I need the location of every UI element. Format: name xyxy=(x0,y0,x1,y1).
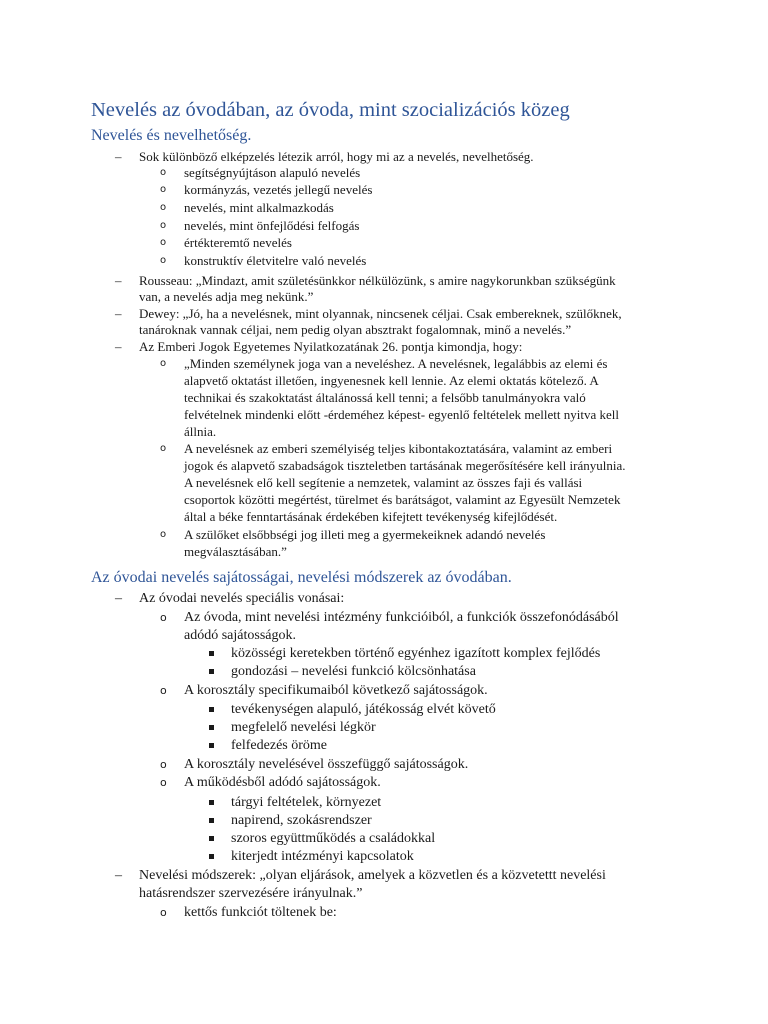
list-item-text: Rousseau: „Mindazt, amit születésünkkor nélkülözünk, s amire nagykorunkban szükségünk xyxy=(139,273,616,288)
circle-bullet: o xyxy=(160,220,167,231)
list-item-text: állnia. xyxy=(184,424,217,439)
page-title: Nevelés az óvodában, az óvoda, mint szocializációs közeg xyxy=(91,99,570,121)
list-item-text: megfelelő nevelési légkör xyxy=(231,720,376,735)
list-item-text: Sok különböző elképzelés létezik arról, hogy mi az a nevelés, nevelhetőség. xyxy=(139,149,534,164)
circle-bullet: o xyxy=(160,255,167,266)
circle-bullet: o xyxy=(160,684,167,697)
circle-bullet: o xyxy=(160,443,167,454)
list-item-text: Az óvoda, mint nevelési intézmény funkcióiból, a funkciók összefonódásából xyxy=(184,610,619,625)
list-item-text: nevelés, mint alkalmazkodás xyxy=(184,200,334,215)
list-item-text: közösségi keretekben történő egyénhez igazított komplex fejlődés xyxy=(231,646,601,661)
square-bullet xyxy=(209,707,214,712)
list-item-text: hatásrendszer szervezésére irányulnak.” xyxy=(139,886,363,901)
list-item-text: van, a nevelés adja meg nekünk.” xyxy=(139,289,314,304)
circle-bullet: o xyxy=(160,184,167,195)
list-item-text: A nevelésnek az emberi személyiség teljes kibontakoztatására, valamint az emberi xyxy=(184,441,613,456)
list-item-text: által a béke fenntartásának érdekében kifejtett tevékenység kifejlődését. xyxy=(184,509,558,524)
square-bullet xyxy=(209,836,214,841)
list-item-text: Az Emberi Jogok Egyetemes Nyilatkozatának 26. pontja kimondja, hogy: xyxy=(139,339,523,354)
square-bullet xyxy=(209,725,214,730)
list-item-text: nevelés, mint önfejlődési felfogás xyxy=(184,218,360,233)
list-item-text: napirend, szokásrendszer xyxy=(231,813,372,828)
list-item-text: A korosztály specifikumaiból következő sajátosságok. xyxy=(184,683,488,698)
section-heading-ovodai-neveles: Az óvodai nevelés sajátosságai, nevelési módszerek az óvodában. xyxy=(91,569,512,586)
dash-bullet: – xyxy=(115,339,122,354)
dash-bullet: – xyxy=(115,273,122,288)
list-item-text: kiterjedt intézményi kapcsolatok xyxy=(231,849,414,864)
list-item-text: felfedezés öröme xyxy=(231,738,327,753)
list-item-text: A szülőket elsőbbségi jog illeti meg a gyermekeiknek adandó nevelés xyxy=(184,527,546,542)
list-item-text: csoportok közötti megértést, türelmet és barátságot, valamint az Egyesült Nemzetek xyxy=(184,492,621,507)
list-item-text: A korosztály nevelésével összefüggő sajátosságok. xyxy=(184,757,469,772)
circle-bullet: o xyxy=(160,758,167,771)
list-item-text: A működésből adódó sajátosságok. xyxy=(184,775,381,790)
list-item-text: felvételnek mindenki előtt -érdeméhez képest- egyenlő feltételek mellett nyitva kell xyxy=(184,407,619,422)
list-item-text: alapvető oktatást illetően, ingyenesnek kell lennie. Az elemi oktatás kötelező. A xyxy=(184,373,599,388)
square-bullet xyxy=(209,854,214,859)
circle-bullet: o xyxy=(160,237,167,248)
circle-bullet: o xyxy=(160,611,167,624)
list-item-text: értékteremtő nevelés xyxy=(184,235,292,250)
list-item-text: Nevelési módszerek: „olyan eljárások, amelyek a közvetlen és a közvetettt nevelési xyxy=(139,868,606,883)
dash-bullet: – xyxy=(115,306,122,321)
list-item-text: gondozási – nevelési funkció kölcsönhatása xyxy=(231,664,476,679)
square-bullet xyxy=(209,743,214,748)
section-heading-nevelhetoseg: Nevelés és nevelhetőség. xyxy=(91,127,252,144)
list-item-text: A nevelésnek elő kell segítenie a nemzetek, valamint az összes faji és vallási xyxy=(184,475,583,490)
circle-bullet: o xyxy=(160,167,167,178)
square-bullet xyxy=(209,800,214,805)
list-item-text: adódó sajátosságok. xyxy=(184,628,296,643)
square-bullet xyxy=(209,669,214,674)
square-bullet xyxy=(209,651,214,656)
list-item-text: Az óvodai nevelés speciális vonásai: xyxy=(139,591,345,606)
dash-bullet: – xyxy=(115,868,122,883)
circle-bullet: o xyxy=(160,202,167,213)
list-item-text: kettős funkciót töltenek be: xyxy=(184,905,337,920)
list-item-text: tevékenységen alapuló, játékosság elvét követő xyxy=(231,702,496,717)
list-item-text: Dewey: „Jó, ha a nevelésnek, mint olyannak, nincsenek céljai. Csak embereknek, szülőknek, xyxy=(139,306,622,321)
list-item-text: segítségnyújtáson alapuló nevelés xyxy=(184,165,361,180)
list-item-text: szoros együttműködés a családokkal xyxy=(231,831,436,846)
list-item-text: tárgyi feltételek, környezet xyxy=(231,795,382,810)
circle-bullet: o xyxy=(160,906,167,919)
circle-bullet: o xyxy=(160,358,167,369)
circle-bullet: o xyxy=(160,529,167,540)
list-item-text: technikai és szakoktatást általánossá kell tenni; a felsőbb tanulmányokra való xyxy=(184,390,586,405)
list-item-text: konstruktív életvitelre való nevelés xyxy=(184,253,367,268)
list-item-text: tanároknak vannak céljai, nem pedig olyan absztrakt fogalomnak, minő a nevelés.” xyxy=(139,322,572,337)
list-item-text: „Minden személynek joga van a neveléshez. A nevelésnek, legalábbis az elemi és xyxy=(184,356,608,371)
circle-bullet: o xyxy=(160,776,167,789)
dash-bullet: – xyxy=(115,591,122,606)
list-item-text: jogok és alapvető szabadságok tiszteletben tartásának megerősítésére kell irányulnia. xyxy=(184,458,626,473)
square-bullet xyxy=(209,818,214,823)
list-item-text: kormányzás, vezetés jellegű nevelés xyxy=(184,182,373,197)
list-item-text: megválasztásában.” xyxy=(184,544,287,559)
dash-bullet: – xyxy=(115,149,122,164)
